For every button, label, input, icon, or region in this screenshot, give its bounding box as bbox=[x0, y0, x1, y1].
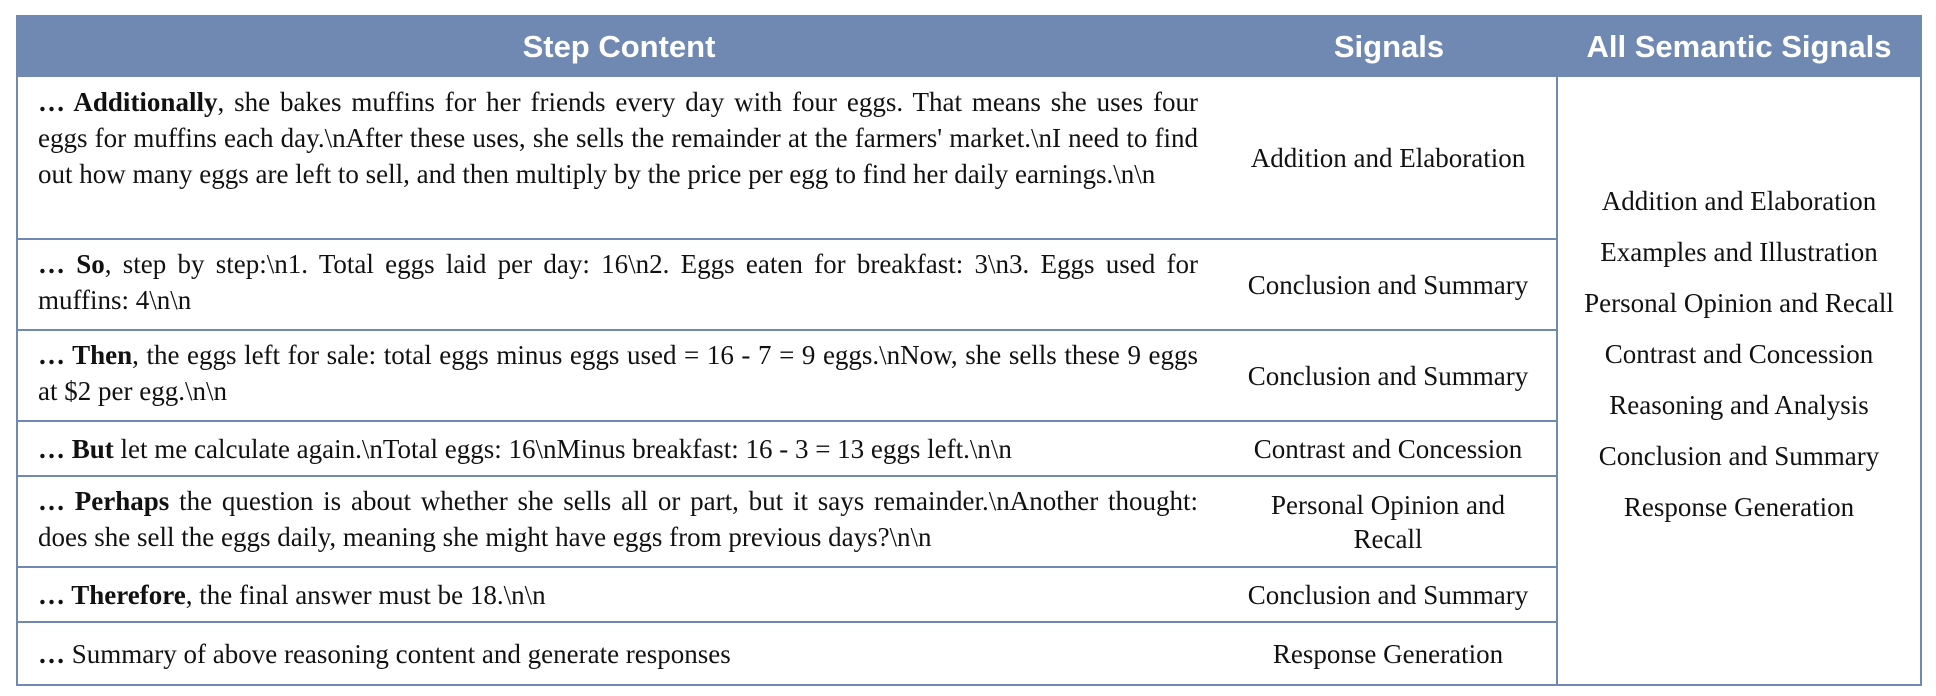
step-rows bbox=[18, 77, 1556, 684]
signal-cell: Conclusion and Summary bbox=[1247, 269, 1529, 300]
signal-cell: Conclusion and Summary bbox=[1247, 579, 1529, 610]
step-content-cell bbox=[18, 77, 1220, 238]
table-row bbox=[18, 422, 1556, 477]
semantic-signal-item: Personal Opinion and Recall bbox=[1584, 288, 1894, 318]
step-keyword: Additionally bbox=[73, 87, 218, 117]
step-text: Summary of above reasoning content and generate responses bbox=[71, 638, 731, 669]
signal-cell: Personal Opinion and Recall bbox=[1271, 489, 1505, 554]
step-keyword: Perhaps bbox=[74, 486, 170, 516]
step-keyword: Therefore bbox=[71, 579, 186, 610]
step-prefix: … bbox=[38, 340, 73, 370]
header-all-semantic-signals: All Semantic Signals bbox=[1586, 29, 1892, 64]
semantic-signal-item: Examples and Illustration bbox=[1600, 237, 1878, 267]
step-text: let me calculate again.\nTotal eggs: 16\nMinus breakfast: 16 - 3 = 13 eggs left.\n\n bbox=[113, 433, 1012, 464]
signals-table bbox=[16, 15, 1922, 686]
table-header bbox=[18, 17, 1920, 77]
table-row bbox=[18, 477, 1556, 568]
signal-cell: Conclusion and Summary bbox=[1247, 360, 1529, 391]
semantic-signal-item: Response Generation bbox=[1623, 492, 1855, 522]
signal-cell: Contrast and Concession bbox=[1253, 433, 1523, 464]
step-content-cell bbox=[18, 623, 1220, 684]
semantic-signal-item: Reasoning and Analysis bbox=[1609, 390, 1869, 420]
step-prefix: … bbox=[38, 638, 72, 669]
step-text: , the eggs left for sale: total eggs minus eggs used = 16 - 7 = 9 eggs.\nNow, she sells these 9 eggs at $2 per egg.\n\n bbox=[38, 340, 1199, 406]
step-text: , step by step:\n1. Total eggs laid per day: 16\n2. Eggs eaten for breakfast: 3\n3. Eggs used for muffins: 4\n\n bbox=[38, 249, 1199, 315]
step-keyword: But bbox=[71, 433, 114, 464]
table-row bbox=[18, 240, 1556, 331]
step-content-cell bbox=[18, 568, 1220, 621]
step-keyword: Then bbox=[72, 340, 133, 370]
table-row bbox=[18, 568, 1556, 623]
step-prefix: … bbox=[38, 486, 75, 516]
table-row bbox=[18, 77, 1556, 240]
all-semantic-signals-cell bbox=[1556, 77, 1920, 684]
table-row bbox=[18, 623, 1556, 684]
semantic-signal-item: Conclusion and Summary bbox=[1598, 441, 1880, 471]
signal-cell: Response Generation bbox=[1272, 638, 1504, 669]
semantic-signal-item: Contrast and Concession bbox=[1604, 339, 1874, 369]
step-content-cell bbox=[18, 477, 1220, 566]
table-body bbox=[18, 77, 1920, 684]
header-signals: Signals bbox=[1333, 29, 1445, 64]
signal-cell: Addition and Elaboration bbox=[1250, 142, 1526, 173]
step-text: , the final answer must be 18.\n\n bbox=[185, 579, 546, 610]
step-prefix: … bbox=[38, 579, 72, 610]
semantic-signal-item: Addition and Elaboration bbox=[1601, 186, 1877, 216]
step-prefix: … bbox=[38, 249, 77, 279]
step-keyword: So bbox=[76, 249, 105, 279]
step-text: , she bakes muffins for her friends every day with four eggs. That means she uses four eggs for muffins each day.\nAfter these uses, she sells the remainder at the farmers' market.\nI need to find out how many eggs are left to sell, and then multiply by the price per egg to find her daily earnings.\n\n bbox=[38, 87, 1198, 189]
step-content-cell bbox=[18, 422, 1220, 475]
step-content-cell bbox=[18, 240, 1220, 329]
step-prefix: … bbox=[38, 433, 72, 464]
step-text: the question is about whether she sells all or part, but it says remainder.\nAnother thought: does she sell the eggs daily, meaning she might have eggs from previous days?\n\n bbox=[38, 486, 1199, 552]
step-content-cell bbox=[18, 331, 1220, 420]
step-prefix: … bbox=[38, 87, 74, 117]
header-step-content: Step Content bbox=[522, 29, 716, 64]
table-row bbox=[18, 331, 1556, 422]
